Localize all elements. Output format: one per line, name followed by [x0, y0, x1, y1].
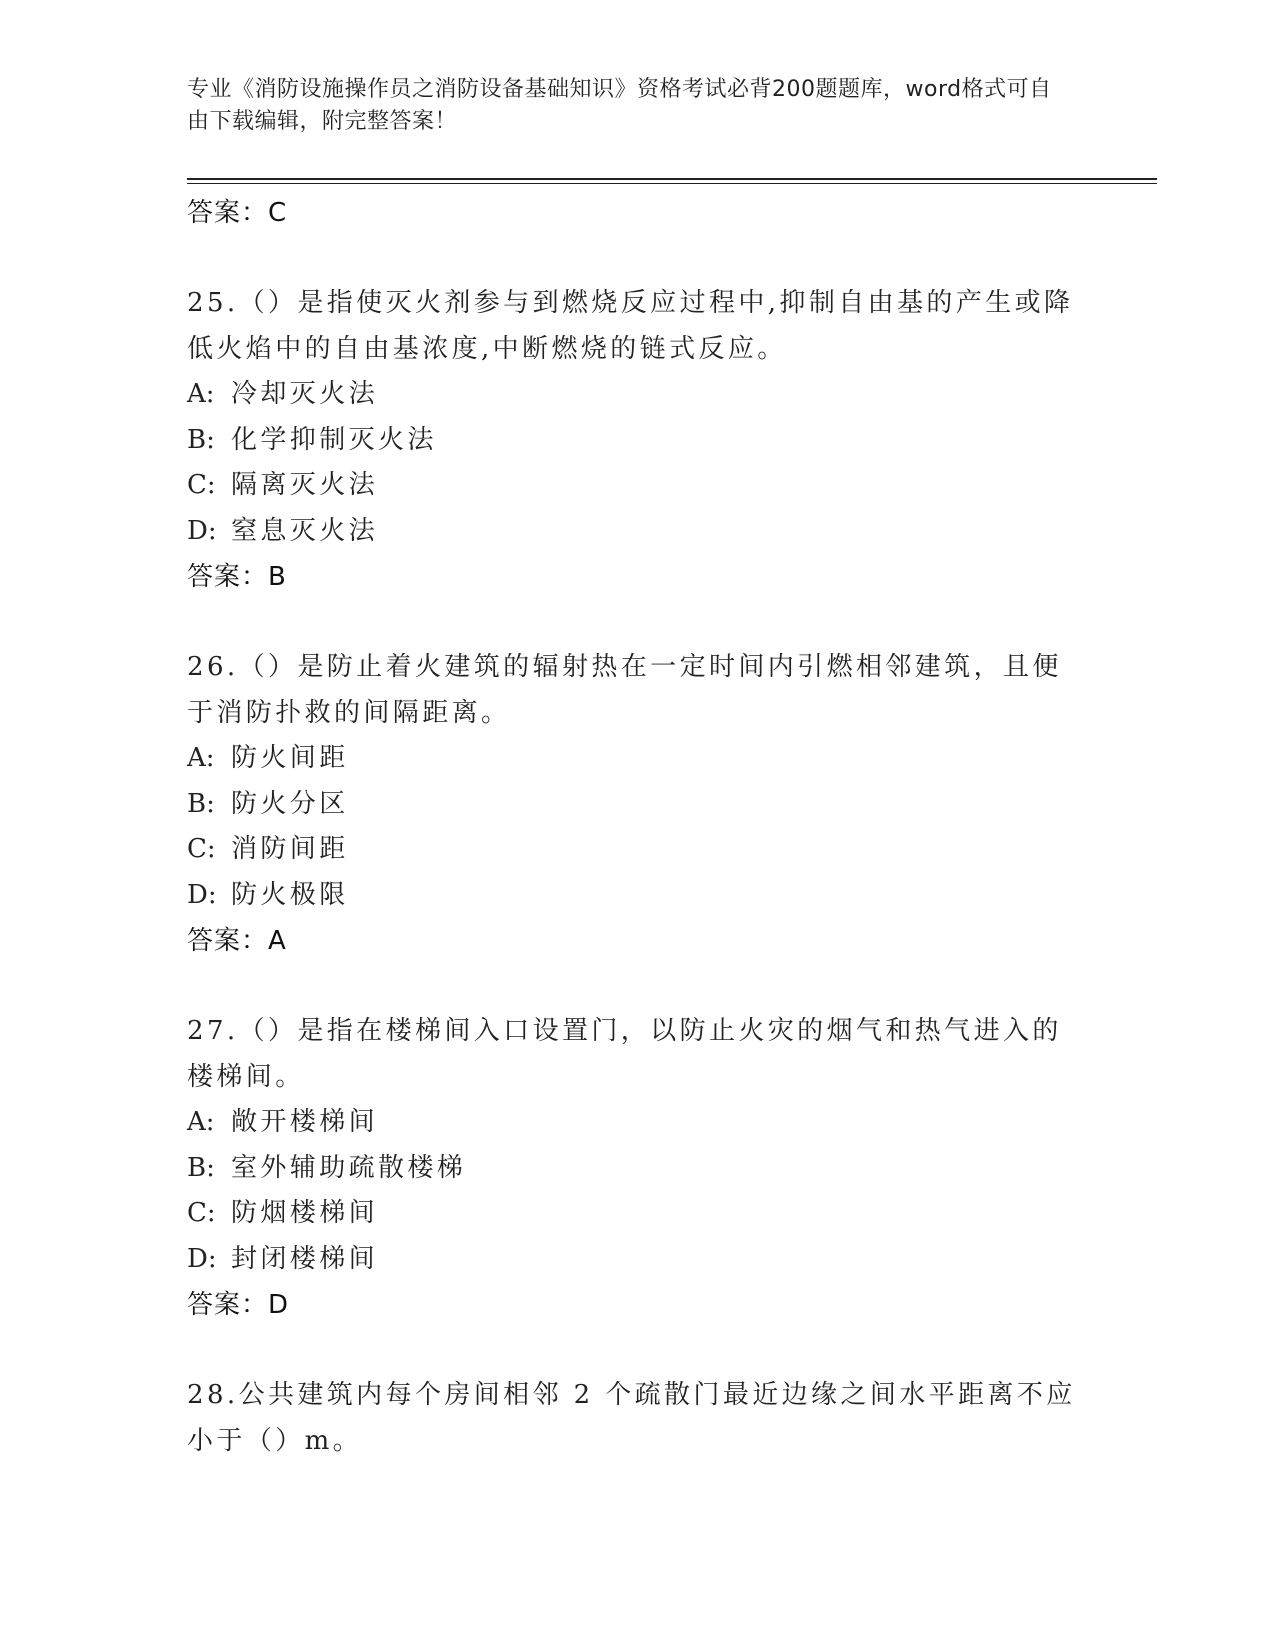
question-number: 28.: [187, 1380, 239, 1410]
option-d: [187, 873, 1087, 919]
option-text: 防烟楼梯间: [231, 1198, 379, 1228]
option-key: A:: [187, 1107, 215, 1137]
option-text: 室外辅助疏散楼梯: [231, 1152, 467, 1183]
question-number: 27.: [187, 1016, 239, 1046]
answer-line: [187, 1282, 1087, 1328]
option-d: [187, 1237, 1087, 1283]
option-key: D:: [187, 515, 217, 546]
option-d: [187, 509, 1087, 555]
option-b: [187, 418, 1087, 464]
option-key: B:: [187, 788, 215, 819]
answer-label: 答案：: [187, 198, 269, 228]
option-c: [187, 827, 1087, 873]
question-body: （）是指在楼梯间入口设置门，以防止火灾的烟气和热气进入的楼梯间。: [187, 1016, 1062, 1092]
option-c: [187, 1191, 1087, 1237]
option-text: 化学抑制灭火法: [231, 424, 437, 455]
option-b: [187, 1146, 1087, 1192]
answer-value: A: [268, 926, 286, 956]
option-c: [187, 463, 1087, 509]
option-key: C:: [187, 1198, 216, 1228]
document-header: [187, 74, 1067, 138]
option-key: C:: [187, 834, 216, 864]
question-text: [187, 1008, 1087, 1100]
question-number: 26.: [187, 652, 239, 682]
option-text: 防火分区: [231, 788, 349, 819]
header-divider-thick: [187, 178, 1157, 180]
option-b: [187, 782, 1087, 828]
question-text: [187, 644, 1087, 736]
option-key: C:: [187, 470, 216, 500]
answer-label: 答案：: [187, 926, 269, 956]
answer-line: [187, 918, 1087, 964]
option-key: D:: [187, 1243, 217, 1274]
option-text: 窒息灭火法: [231, 515, 379, 546]
question-block: [187, 644, 1087, 964]
answer-value: C: [268, 198, 287, 228]
answer-line: [187, 190, 1087, 236]
option-key: B:: [187, 1152, 215, 1183]
option-a: [187, 1100, 1087, 1146]
option-text: 防火间距: [231, 743, 349, 773]
option-a: [187, 372, 1087, 418]
option-key: B:: [187, 424, 215, 455]
answer-line: [187, 554, 1087, 600]
option-text: 隔离灭火法: [231, 470, 379, 500]
option-text: 冷却灭火法: [231, 379, 379, 409]
question-number: 25.: [187, 288, 239, 318]
option-text: 防火极限: [231, 879, 349, 910]
header-text: 专业《消防设施操作员之消防设备基础知识》资格考试必背200题题库，word格式可自由下载编辑，附完整答案！: [187, 77, 1052, 134]
option-text: 消防间距: [231, 834, 349, 864]
option-text: 敞开楼梯间: [231, 1107, 379, 1137]
option-key: A:: [187, 743, 215, 773]
answer-value: D: [268, 1290, 289, 1320]
question-text: [187, 280, 1087, 372]
question-body: （）是指使灭火剂参与到燃烧反应过程中,抑制自由基的产生或降低火焰中的自由基浓度,中断燃烧的链式反应。: [187, 288, 1074, 364]
option-text: 封闭楼梯间: [231, 1243, 379, 1274]
option-key: D:: [187, 879, 217, 910]
question-block: [187, 280, 1087, 600]
question-text: [187, 1372, 1087, 1464]
question-body: 公共建筑内每个房间相邻 2 个疏散门最近边缘之间水平距离不应小于（）m。: [187, 1380, 1076, 1456]
question-body: （）是防止着火建筑的辐射热在一定时间内引燃相邻建筑，且便于消防扑救的间隔距离。: [187, 652, 1062, 728]
option-key: A:: [187, 379, 215, 409]
question-block: [187, 1372, 1087, 1464]
question-block: [187, 1008, 1087, 1328]
header-divider-thin: [187, 183, 1157, 184]
answer-label: 答案：: [187, 562, 269, 592]
answer-label: 答案：: [187, 1290, 269, 1320]
question-list: [187, 190, 1087, 1464]
option-a: [187, 736, 1087, 782]
answer-value: B: [268, 562, 286, 592]
